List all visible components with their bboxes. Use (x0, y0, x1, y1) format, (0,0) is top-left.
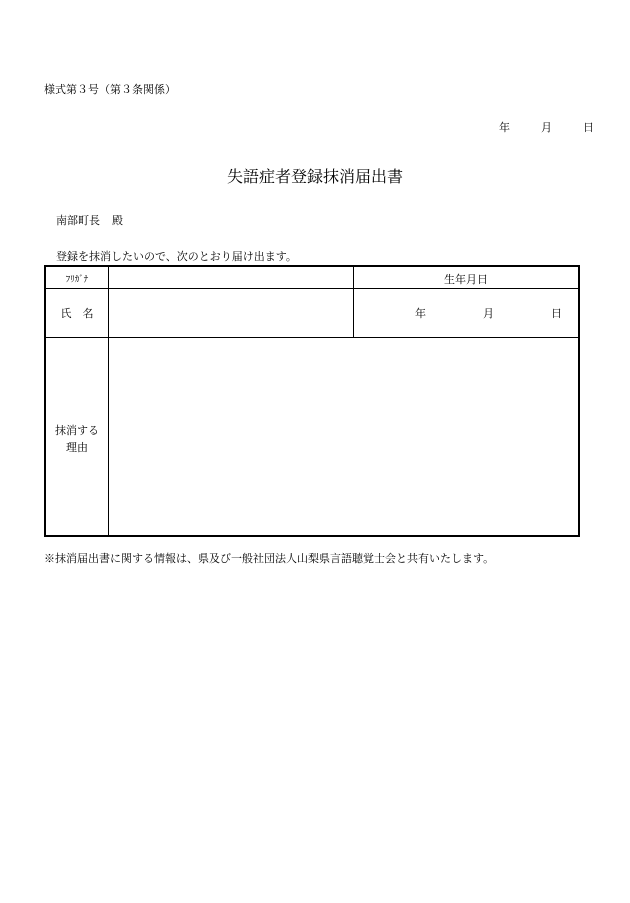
reason-input[interactable] (109, 338, 578, 535)
reason-label-line2: 理由 (66, 441, 88, 454)
reason-label-line1: 抹消する (55, 424, 99, 437)
form-table (44, 265, 580, 537)
furigana-input[interactable] (109, 267, 353, 288)
birthdate-label: 生年月日 (444, 273, 488, 286)
birth-day-label: 日 (551, 307, 562, 320)
footnote: ※抹消届出書に関する情報は、県及び一般社団法人山梨県言語聴覚士会と共有いたします。 (44, 552, 495, 565)
reason-label (46, 422, 108, 456)
date-day-label: 日 (583, 121, 594, 134)
furigana-label: ﾌﾘｶﾞﾅ (65, 275, 89, 285)
submission-date (499, 119, 594, 135)
date-year-label: 年 (499, 121, 510, 134)
addressee-honorific: 殿 (112, 214, 123, 227)
intro-text: 登録を抹消したいので、次のとおり届け出ます。 (56, 250, 297, 263)
birth-month-label: 月 (483, 307, 494, 320)
name-input[interactable] (109, 289, 353, 337)
addressee (56, 212, 123, 228)
addressee-name: 南部町長 (56, 214, 100, 227)
page-title: 失語症者登録抹消届出書 (226, 167, 403, 186)
birth-year-label: 年 (415, 307, 426, 320)
name-label: 氏 名 (60, 307, 94, 320)
form-number: 様式第３号（第３条関係） (44, 83, 176, 96)
date-month-label: 月 (541, 121, 552, 134)
